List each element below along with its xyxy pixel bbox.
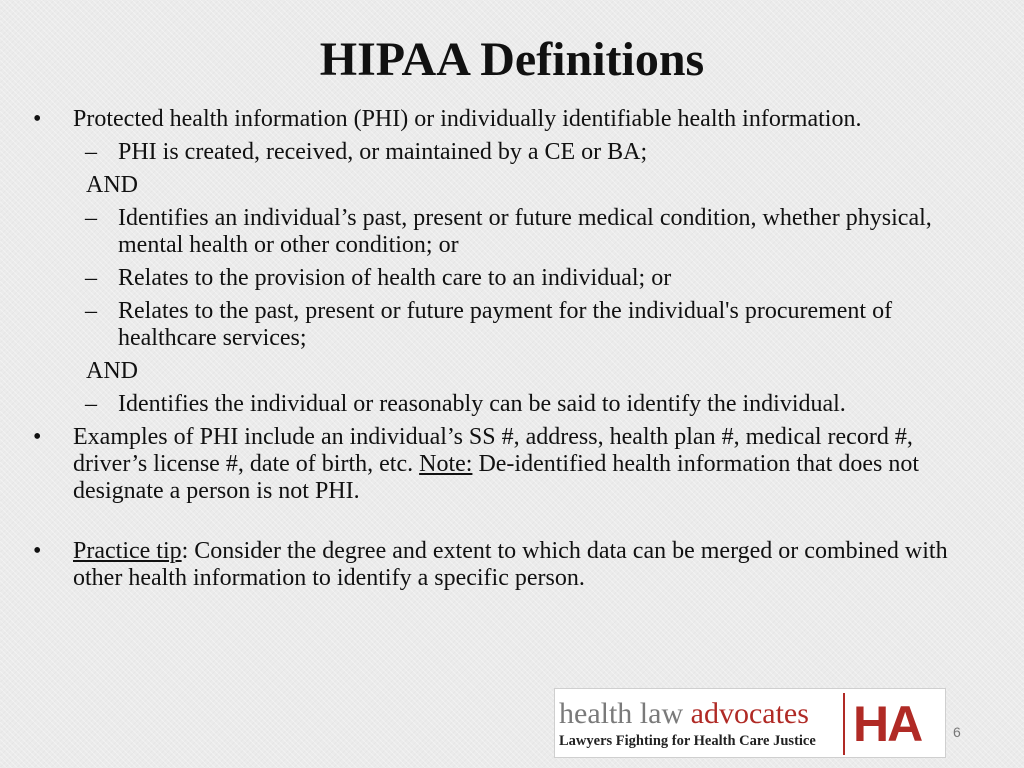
page-number: 6: [953, 724, 961, 740]
bullet-text: Protected health information (PHI) or individually identifiable health information.: [73, 106, 862, 132]
dash-marker: –: [85, 265, 97, 291]
note-label: Note:: [419, 451, 473, 477]
sub-bullet-text: Identifies the individual or reasonably can be said to identify the individual.: [118, 391, 846, 417]
logo-tagline: Lawyers Fighting for Health Care Justice: [559, 733, 816, 749]
dash-marker: –: [85, 205, 97, 231]
bullet-practice-tip: [0, 538, 1024, 592]
bullet-text: : Consider the degree and extent to which data can be merged or combined with other health information to identify a specific person.: [73, 538, 948, 591]
bullet-marker: •: [33, 424, 42, 450]
sub-bullet-identifies-individual: [0, 391, 1024, 418]
sub-bullet-text: PHI is created, received, or maintained by a CE or BA;: [118, 139, 648, 165]
slide-body: [0, 106, 1024, 592]
sub-bullet-text: Relates to the past, present or future payment for the individual's procurement of healthcare services;: [118, 298, 893, 351]
and-connector: AND: [86, 358, 138, 384]
practice-tip-label: Practice tip: [73, 538, 182, 564]
bullet-marker: •: [33, 538, 42, 564]
sub-bullet-payment: [0, 298, 1024, 352]
health-law-advocates-logo: [554, 688, 946, 758]
bullet-phi-examples: [0, 424, 1024, 505]
bullet-text: Examples of PHI include an individual’s SS #, address, health plan #, medical record #, driver’s license #, date of birth, etc.: [73, 424, 913, 477]
logo-name: [559, 699, 809, 729]
sub-bullet-identifies-condition: [0, 205, 1024, 259]
and-connector: AND: [86, 172, 138, 198]
logo-name-red: advocates: [690, 697, 809, 730]
bullet-phi-definition: [0, 106, 1024, 133]
dash-marker: –: [85, 391, 97, 417]
dash-marker: –: [85, 298, 97, 324]
bullet-marker: •: [33, 106, 42, 132]
sub-bullet-created: [0, 139, 1024, 166]
bullet-text-continued: De-identified health information that does not designate a person is not PHI.: [73, 451, 919, 504]
slide-title: HIPAA Definitions: [319, 33, 705, 86]
sub-bullet-provision-of-care: [0, 265, 1024, 292]
logo-name-gray: health law: [559, 697, 691, 730]
sub-bullet-text: Relates to the provision of health care to an individual; or: [118, 265, 672, 291]
sub-bullet-text: Identifies an individual’s past, present or future medical condition, whether physical, mental health or other condition; or: [118, 205, 932, 258]
ha-monogram: HA: [853, 696, 922, 752]
logo-divider: [843, 693, 845, 755]
dash-marker: –: [85, 139, 97, 165]
